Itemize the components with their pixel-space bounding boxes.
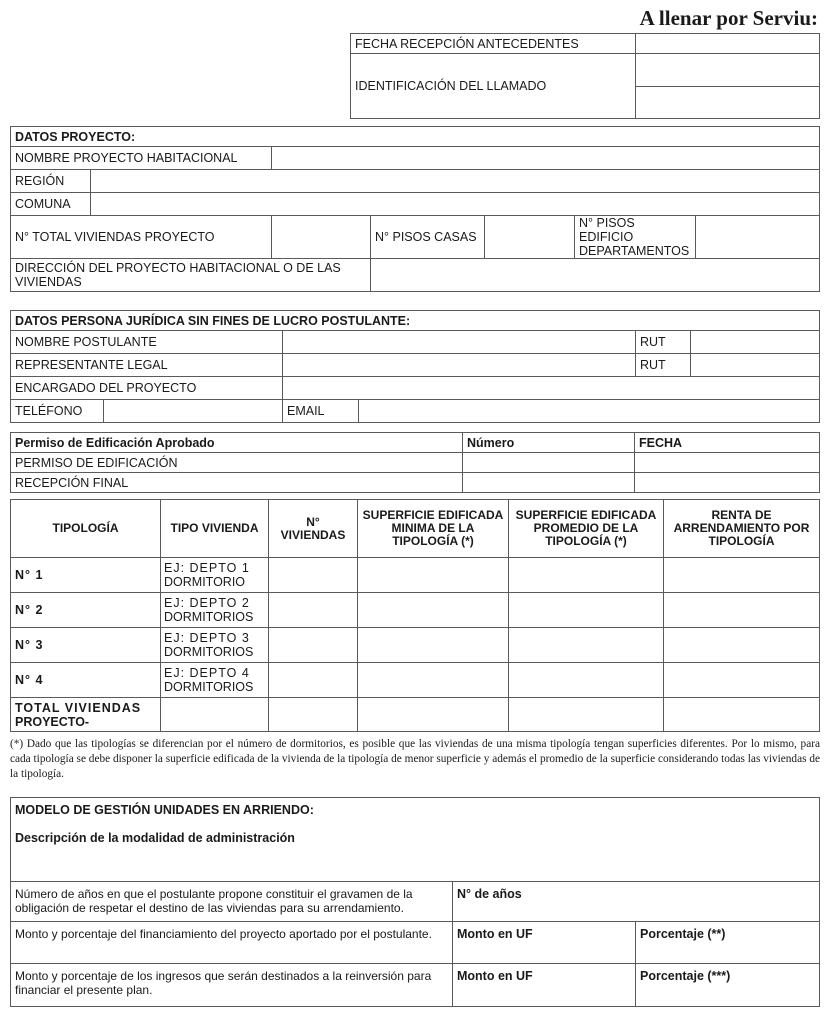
rut-representante-label: RUT [636, 354, 691, 377]
telefono-label: TELÉFONO [11, 400, 104, 423]
modelo-gestion-table [10, 797, 820, 1007]
footnote: (*) Dado que las tipologías se diferencian por el número de dormitorios, es posible que las viviendas de una misma tipología tengan superficies diferentes. Por lo mismo, para cada tipología se debe disponer la superficie edificada de la vivienda de la tipología de menor superficie y además el promedio de la superficie considerando todas las viviendas de la tipología. [10, 738, 820, 780]
fecha-recepcion-field[interactable] [636, 34, 820, 54]
table-row [11, 558, 820, 593]
total-viviendas-count-field[interactable] [269, 698, 358, 732]
reinversion-monto-field[interactable]: Monto en UF [453, 964, 636, 1007]
modelo-gestion-title: MODELO DE GESTIÓN UNIDADES EN ARRIENDO: [15, 803, 314, 817]
region-label: REGIÓN [11, 170, 91, 193]
fecha-recepcion-label: FECHA RECEPCIÓN ANTECEDENTES [351, 34, 636, 54]
table-row [11, 593, 820, 628]
pisos-casas-field[interactable] [485, 216, 575, 259]
nombre-postulante-field[interactable] [283, 331, 636, 354]
tipologia-header: TIPOLOGÍA [11, 500, 161, 558]
table-row [11, 628, 820, 663]
total-label-line-1: TOTAL VIVIENDAS [15, 700, 142, 715]
fecha-header: FECHA [635, 433, 820, 453]
tipologia-cell: N° 3 [11, 628, 161, 663]
numero-header: Número [463, 433, 635, 453]
superficie-promedio-field[interactable] [509, 593, 664, 628]
nombre-postulante-label: NOMBRE POSTULANTE [11, 331, 283, 354]
total-superficie-minima-field[interactable] [358, 698, 509, 732]
datos-proyecto-table [10, 126, 820, 292]
renta-arrendamiento-header: RENTA DE ARRENDAMIENTO POR TIPOLOGÍA [664, 500, 820, 558]
direccion-label: DIRECCIÓN DEL PROYECTO HABITACIONAL O DE LAS VIVIENDAS [11, 259, 371, 292]
superficie-minima-header: SUPERFICIE EDIFICADA MINIMA DE LA TIPOLOGÍA (*) [358, 500, 509, 558]
superficie-minima-field[interactable] [358, 593, 509, 628]
renta-field[interactable] [664, 628, 820, 663]
superficie-promedio-field[interactable] [509, 628, 664, 663]
total-renta-field[interactable] [664, 698, 820, 732]
comuna-field[interactable] [91, 193, 820, 216]
tipologia-cell: N° 4 [11, 663, 161, 698]
email-label: EMAIL [283, 400, 359, 423]
num-viviendas-header: N° VIVIENDAS [269, 500, 358, 558]
permiso-fecha-field[interactable] [635, 453, 820, 473]
num-viviendas-field[interactable] [269, 628, 358, 663]
recepcion-fecha-field[interactable] [635, 473, 820, 493]
superficie-minima-field[interactable] [358, 663, 509, 698]
financiamiento-label: Monto y porcentaje del financiamiento del proyecto aportado por el postulante. [11, 922, 453, 964]
num-viviendas-field[interactable] [269, 663, 358, 698]
identificacion-llamado-label: IDENTIFICACIÓN DEL LLAMADO [351, 54, 636, 119]
total-viviendas-label: N° TOTAL VIVIENDAS PROYECTO [11, 216, 272, 259]
identificacion-llamado-field-2[interactable] [636, 87, 820, 119]
table-row [11, 663, 820, 698]
num-viviendas-field[interactable] [269, 558, 358, 593]
superficie-minima-field[interactable] [358, 628, 509, 663]
tipo-vivienda-line-2: DORMITORIOS [164, 610, 254, 624]
descripcion-label: Descripción de la modalidad de administración [15, 831, 295, 845]
rut-field[interactable] [691, 331, 820, 354]
anios-gravamen-label: Número de años en que el postulante propone constituir el gravamen de la obligación de respetar el destino de las viviendas para su arrendamiento. [11, 882, 453, 922]
direccion-field[interactable] [371, 259, 820, 292]
total-label-line-2: PROYECTO- [15, 714, 90, 729]
superficie-promedio-field[interactable] [509, 663, 664, 698]
tipologia-cell: N° 2 [11, 593, 161, 628]
total-tipo-field[interactable] [161, 698, 269, 732]
modelo-gestion-cell[interactable] [11, 798, 820, 882]
permiso-edificacion-label: PERMISO DE EDIFICACIÓN [11, 453, 463, 473]
tipo-vivienda-header: TIPO VIVIENDA [161, 500, 269, 558]
permiso-table [10, 432, 820, 493]
pisos-edificio-field[interactable] [696, 216, 820, 259]
reinversion-label: Monto y porcentaje de los ingresos que serán destinados a la reinversión para financiar el presente plan. [11, 964, 453, 1007]
tipo-vivienda-line-2: DORMITORIO [164, 575, 246, 589]
representante-legal-field[interactable] [283, 354, 636, 377]
total-viviendas-field[interactable] [272, 216, 371, 259]
email-field[interactable] [359, 400, 820, 423]
superficie-minima-field[interactable] [358, 558, 509, 593]
pisos-casas-label: N° PISOS CASAS [371, 216, 485, 259]
tipologias-table [10, 499, 820, 732]
permiso-header: Permiso de Edificación Aprobado [11, 433, 463, 453]
rut-label: RUT [636, 331, 691, 354]
rut-representante-field[interactable] [691, 354, 820, 377]
nombre-proyecto-label: NOMBRE PROYECTO HABITACIONAL [11, 147, 272, 170]
nombre-proyecto-field[interactable] [272, 147, 820, 170]
tipo-vivienda-line-1: EJ: DEPTO 4 [164, 666, 250, 680]
permiso-numero-field[interactable] [463, 453, 635, 473]
persona-juridica-table [10, 310, 820, 423]
renta-field[interactable] [664, 593, 820, 628]
identificacion-llamado-field-1[interactable] [636, 54, 820, 87]
form-title: A llenar por Serviu: [639, 6, 818, 30]
encargado-label: ENCARGADO DEL PROYECTO [11, 377, 283, 400]
encargado-field[interactable] [283, 377, 820, 400]
tipo-vivienda-line-1: EJ: DEPTO 3 [164, 631, 250, 645]
representante-legal-label: REPRESENTANTE LEGAL [11, 354, 283, 377]
superficie-promedio-header: SUPERFICIE EDIFICADA PROMEDIO DE LA TIPOLOGÍA (*) [509, 500, 664, 558]
renta-field[interactable] [664, 558, 820, 593]
tipo-vivienda-line-2: DORMITORIOS [164, 645, 254, 659]
num-viviendas-field[interactable] [269, 593, 358, 628]
total-row [11, 698, 820, 732]
renta-field[interactable] [664, 663, 820, 698]
tipo-vivienda-line-2: DORMITORIOS [164, 680, 254, 694]
recepcion-numero-field[interactable] [463, 473, 635, 493]
tipologia-cell: N° 1 [11, 558, 161, 593]
persona-juridica-title: DATOS PERSONA JURÍDICA SIN FINES DE LUCRO POSTULANTE: [11, 311, 820, 331]
superficie-promedio-field[interactable] [509, 558, 664, 593]
reinversion-porcentaje-field[interactable]: Porcentaje (***) [636, 964, 820, 1007]
financiamiento-porcentaje-field[interactable]: Porcentaje (**) [636, 922, 820, 964]
telefono-field[interactable] [104, 400, 283, 423]
recepcion-final-label: RECEPCIÓN FINAL [11, 473, 463, 493]
pisos-edificio-label: N° PISOS EDIFICIO DEPARTAMENTOS [575, 216, 696, 259]
tipo-vivienda-line-1: EJ: DEPTO 2 [164, 596, 250, 610]
anios-field[interactable]: N° de años [453, 882, 820, 922]
total-superficie-promedio-field[interactable] [509, 698, 664, 732]
tipo-vivienda-line-1: EJ: DEPTO 1 [164, 561, 250, 575]
comuna-label: COMUNA [11, 193, 91, 216]
financiamiento-monto-field[interactable]: Monto en UF [453, 922, 636, 964]
serviu-box [350, 33, 820, 119]
region-field[interactable] [91, 170, 820, 193]
datos-proyecto-title: DATOS PROYECTO: [11, 127, 820, 147]
